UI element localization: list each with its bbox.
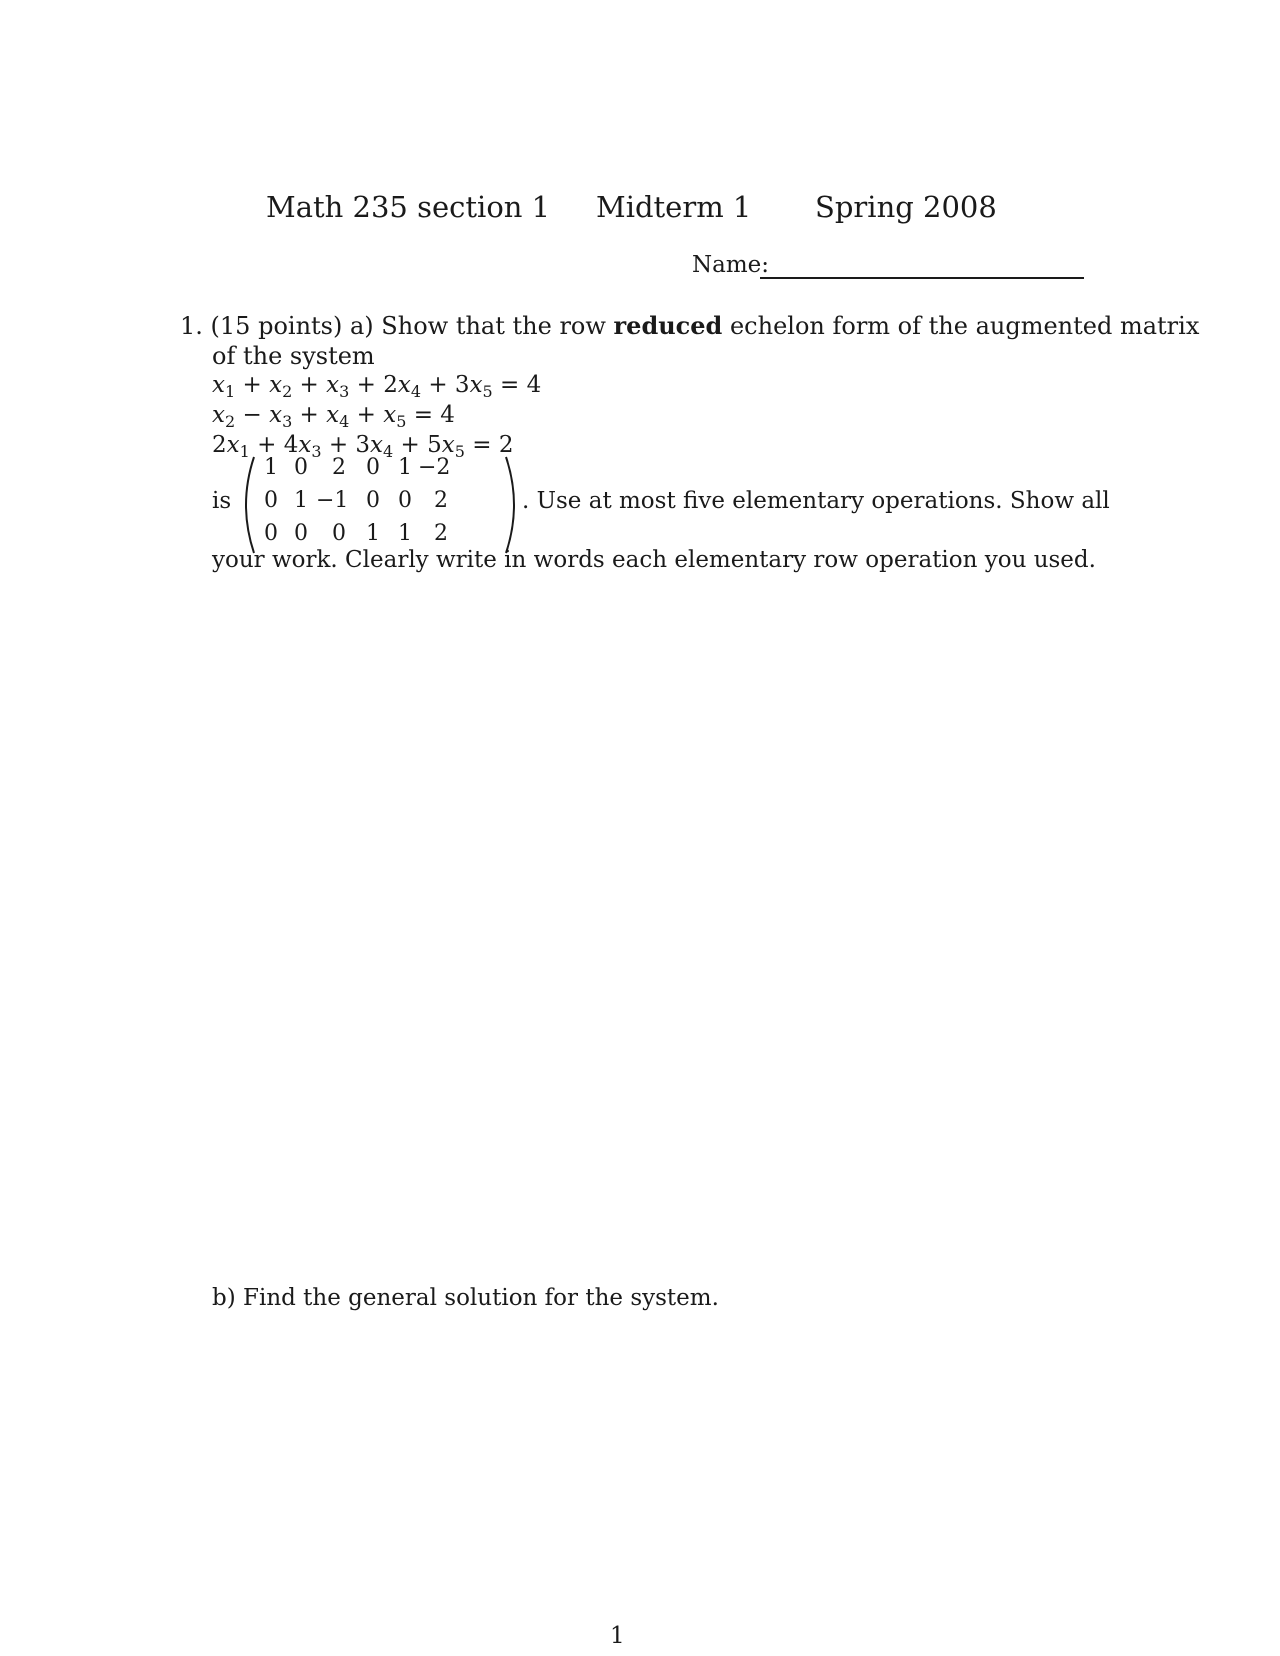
page-number: 1 (610, 1623, 625, 1649)
problem-1-intro (180, 311, 1199, 341)
is-word: is (212, 488, 232, 514)
equation-1: $x_1 + x_2 + x_3 + 2x_4 + 3x_5 = 4$ (212, 372, 542, 401)
name-label: Name: (692, 252, 770, 278)
matrix-cell: 0 (294, 521, 308, 546)
matrix-cell: 1 (294, 488, 308, 513)
matrix-cell: 0 (366, 488, 380, 513)
equation-2: $x_2 - x_3 + x_4 + x_5 = 4$ (212, 402, 455, 431)
problem-1-line2: of the system (212, 342, 375, 370)
matrix-cell: 0 (264, 521, 278, 546)
problem-text-post: echelon form of the augmented matrix (722, 312, 1200, 340)
problem-points: (15 points) (210, 312, 343, 340)
matrix-cell: 2 (434, 488, 448, 513)
matrix-cell: 2 (434, 521, 448, 546)
problem-text-bold: reduced (613, 311, 723, 340)
course-title: Math 235 section 1 (266, 190, 551, 224)
matrix-cell: 1 (264, 455, 278, 480)
matrix-cell: 1 (366, 521, 380, 546)
problem-text-pre: a) Show that the row (350, 312, 614, 340)
matrix-cell: 2 (332, 455, 346, 480)
matrix-cell: 0 (294, 455, 308, 480)
name-blank-line (760, 277, 1084, 279)
matrix-cell: 0 (398, 488, 412, 513)
problem-number: 1. (180, 312, 203, 340)
matrix-cell: 0 (366, 455, 380, 480)
matrix-cell: 0 (332, 521, 346, 546)
problem-instructions: . Use at most five elementary operations. Show all (522, 488, 1110, 514)
matrix-cell: 1 (398, 455, 412, 480)
augmented-matrix (240, 455, 520, 555)
matrix-cell: 0 (264, 488, 278, 513)
problem-instructions-cont: your work. Clearly write in words each elementary row operation you used. (212, 547, 1096, 573)
exam-title: Midterm 1 (596, 190, 752, 224)
matrix-cell: −2 (418, 455, 451, 480)
matrix-cell: −1 (316, 488, 349, 513)
part-b-question: b) Find the general solution for the system. (212, 1285, 719, 1311)
equation-3: $2x_1 + 4x_3 + 3x_4 + 5x_5 = 2$ (212, 432, 514, 461)
term-title: Spring 2008 (815, 190, 997, 224)
matrix-cell: 1 (398, 521, 412, 546)
